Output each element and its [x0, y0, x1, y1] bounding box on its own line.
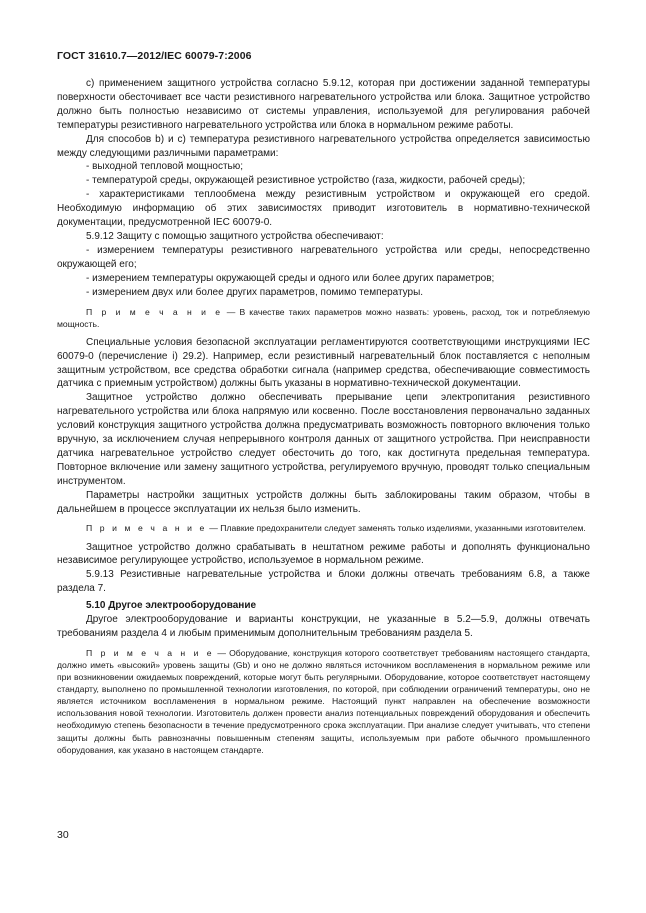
list-item: - измерением температуры окружающей среды и одного или более других параметров;: [86, 272, 495, 284]
page-number: 30: [57, 829, 69, 841]
note-label: П р и м е ч а н и е: [86, 306, 223, 317]
list-item: - характеристиками теплообмена между резистивным устройством и окружающей его средой. Необходимую информацию об этих зависимостях приводит изготовитель в нормативно-технической документации, предусмотренной IEC 60079-0.: [57, 189, 590, 229]
note-text: — Оборудование, конструкция которого соответствует требованиям настоящего стандарта, должно иметь «высокий» уровень защиты (Gb) и оно не должно являться источником воспламенения в нормальном режиме или при возникновении ожидаемых повреждений, которые могут быть регулярными. Оборудование, которое соответствует настоящему стандарту, выполнено по промышленной технологии изготовления, по которой, при соблюдении ограничений температуры, оно не является источником воспламенения в нормальном режиме. Настоящий пункт направлен на обеспечение возможности использования новой технологии. Изготовитель должен провести анализ потенциальных повреждений оборудования и обеспечить необходимую степень безопасности в течение предусмотренного срока эксплуатации. При анализе следует учитывать, что степени защиты должны быть равнозначны повышенным степеням защиты, используемым при работе обычного промышленного оборудования, как указано в настоящем стандарте.: [57, 647, 590, 755]
note-text: — Плавкие предохранители следует заменять только изделиями, указанными изготовителем.: [206, 523, 586, 534]
note: [57, 647, 590, 756]
paragraph: Специальные условия безопасной эксплуатации регламентируются соответствующими инструкциями IEC 60079-0 (перечисление i) 29.2). Например, если резистивный нагревательный блок поставляется с неполным защитным устройством, все средства обработки сигнала (например средства, обеспечивающие совместимость датчика с приемным устройством) должны быть указаны в нормативно-технической документации.: [57, 336, 590, 390]
paragraph: Защитное устройство должно срабатывать в нештатном режиме работы и дополнять функционально независимое регулирующее устройство, используемое в нормальном режиме.: [57, 541, 590, 567]
clause-5-9-12: 5.9.12 Защиту с помощью защитного устройства обеспечивают:: [86, 230, 384, 242]
list-item: - измерением температуры резистивного нагревательного устройства или среды, непосредственно окружающей его;: [57, 244, 590, 270]
note-label: П р и м е ч а н и е: [86, 647, 215, 658]
paragraph: c) применением защитного устройства согласно 5.9.12, которая при достижении заданной температуры поверхности обесточивает все части резистивного нагревательного устройства или блока. Защитное устройство должно быть полностью независимо от системы управления, используемой для регулирования рабочей температуры резистивного нагревательного устройства или блока в нормальном режиме работы.: [57, 78, 590, 131]
document-body: [57, 77, 590, 762]
note: [57, 522, 590, 534]
paragraph: Параметры настройки защитных устройств должны быть заблокированы таким образом, чтобы в дальнейшем в процессе эксплуатации их нельзя было изменить.: [57, 489, 590, 515]
paragraph: Для способов b) и c) температура резистивного нагревательного устройства определяется зависимостью между следующими различными параметрами:: [57, 133, 590, 159]
note-label: П р и м е ч а н и е: [86, 523, 207, 534]
list-item: - измерением двух или более других параметров, помимо температуры.: [86, 286, 424, 298]
list-item: - выходной тепловой мощностью;: [86, 161, 244, 173]
note: [57, 306, 590, 330]
clause-5-9-13: 5.9.13 Резистивные нагревательные устройства и блоки должны отвечать требованиям 6.8, а также раздела 7.: [57, 569, 590, 595]
paragraph: Защитное устройство должно обеспечивать прерывание цепи электропитания резистивного нагревательного устройства или блока напрямую или косвенно. После восстановления первоначально заданных условий конструкция защитного устройства должна предусматривать возможность повторного включения только вручную, за исключением случая непрерывного контроля данных от защитного устройства. При неисправности датчика нагревательное устройство следует обесточить до того, как достигнута предельная температура. Повторное включение или замену защитного устройства, регулируемого вручную, проводят только специальным инструментом.: [57, 392, 590, 487]
list-item: - температурой среды, окружающей резистивное устройство (газа, жидкости, рабочей среды);: [86, 175, 526, 187]
section-heading: 5.10 Другое электрооборудование: [86, 600, 257, 612]
document-header: ГОСТ 31610.7—2012/IEC 60079-7:2006: [57, 50, 252, 62]
paragraph: Другое электрооборудование и варианты конструкции, не указанные в 5.2—5.9, должны отвечать требованиям раздела 4 и любым применимым дополнительным требованиям раздела 5.: [57, 614, 590, 639]
note-text: — В качестве таких параметров можно назвать: уровень, расход, ток и потребляемую мощность.: [57, 306, 590, 329]
